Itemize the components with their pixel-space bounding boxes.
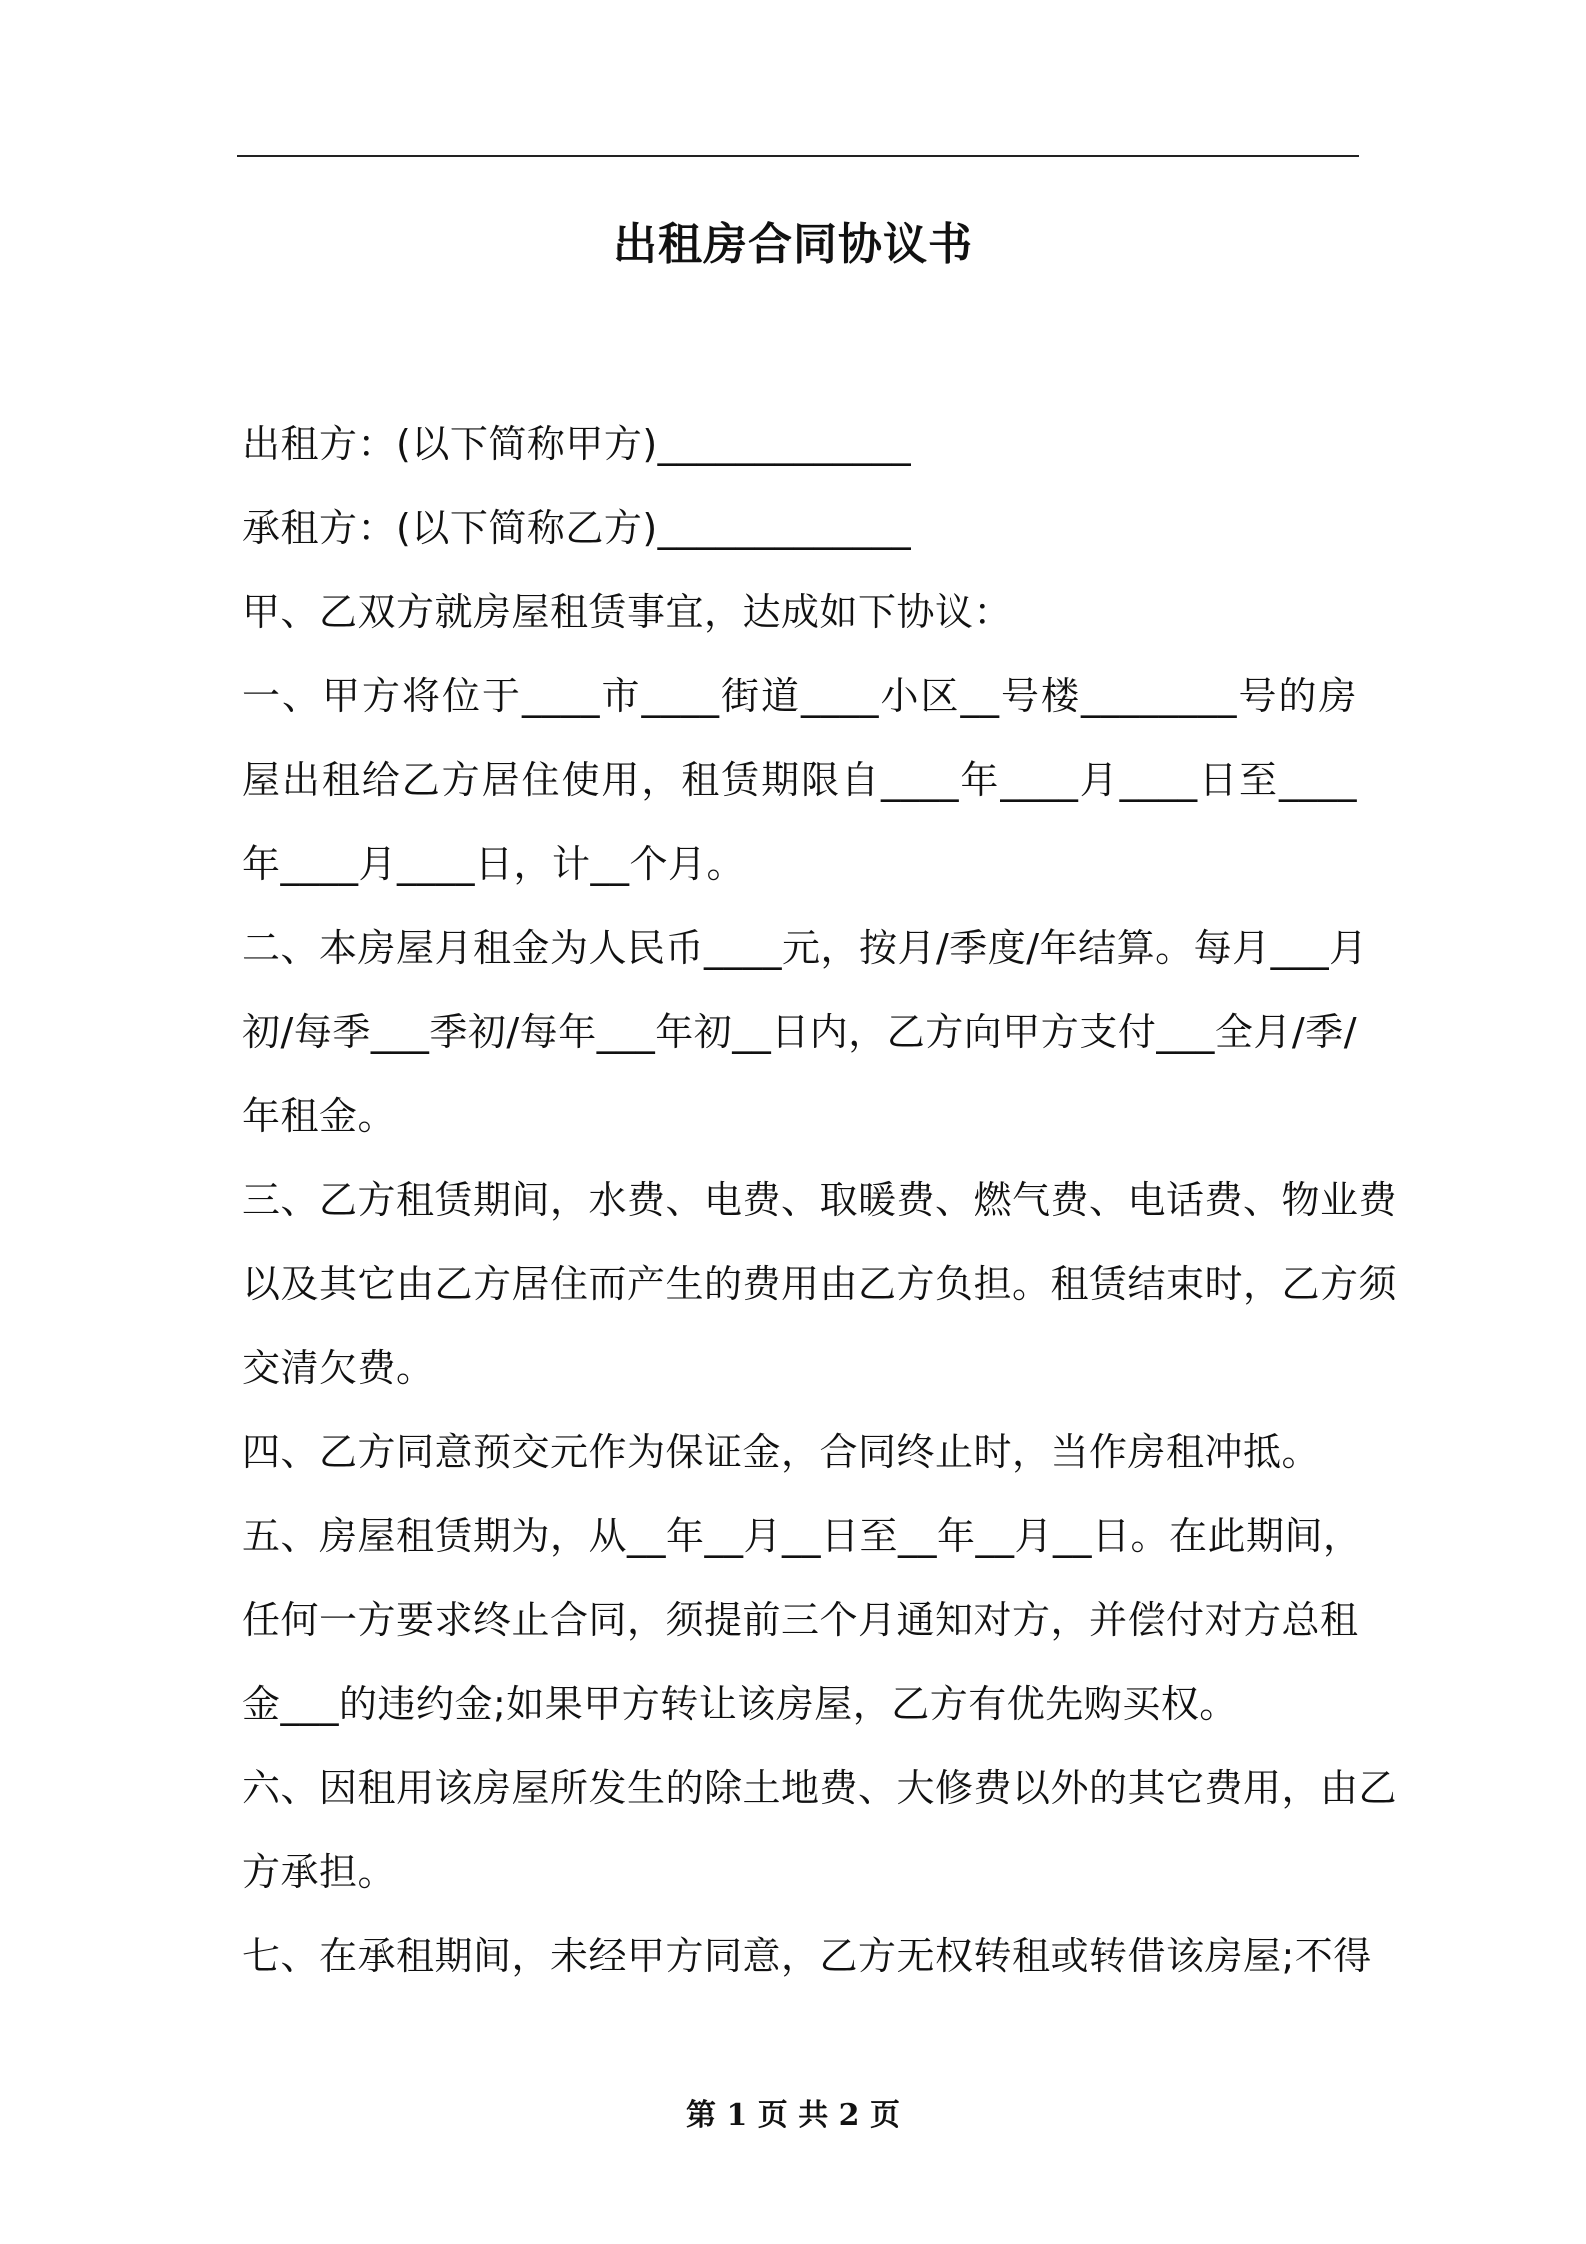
clause-1-line-3: 年____月____日，计__个月。 [242, 842, 746, 886]
clause-5-line-3: 金___的违约金;如果甲方转让该房屋，乙方有优先购买权。 [242, 1682, 1238, 1726]
clause-3-line-1: 三、乙方租赁期间，水费、电费、取暖费、燃气费、电话费、物业费 [242, 1178, 1398, 1222]
lessor-line: 出租方：(以下简称甲方)_____________ [242, 422, 912, 466]
clause-2-line-3: 年租金。 [242, 1094, 397, 1138]
header-rule [237, 155, 1359, 157]
clause-5-line-1: 五、房屋租赁期为，从__年__月__日至__年__月__日。在此期间， [242, 1514, 1362, 1558]
clause-6-line-2: 方承担。 [242, 1850, 397, 1894]
document-title: 出租房合同协议书 [613, 219, 973, 270]
clause-2-line-2: 初/每季___季初/每年___年初__日内，乙方向甲方支付___全月/季/ [242, 1010, 1357, 1054]
clause-5-line-2: 任何一方要求终止合同，须提前三个月通知对方，并偿付对方总租 [242, 1598, 1359, 1642]
clause-1-line-2: 屋出租给乙方居住使用，租赁期限自____年____月____日至____ [242, 758, 1357, 802]
clause-7-line-1: 七、在承租期间，未经甲方同意，乙方无权转租或转借该房屋;不得 [242, 1934, 1372, 1978]
lessee-line: 承租方：(以下简称乙方)_____________ [242, 506, 912, 550]
page-footer: 第 1 页 共 2 页 [686, 2098, 900, 2133]
clause-1-line-1: 一、甲方将位于____市____街道____小区__号楼________号的房 [242, 674, 1357, 718]
clause-6-line-1: 六、因租用该房屋所发生的除土地费、大修费以外的其它费用，由乙 [242, 1766, 1398, 1810]
clause-2-line-1: 二、本房屋月租金为人民币____元，按月/季度/年结算。每月___月 [242, 926, 1368, 970]
clause-4-line-1: 四、乙方同意预交元作为保证金，合同终止时，当作房租冲抵。 [242, 1430, 1321, 1474]
document-body [242, 402, 1398, 1998]
clause-3-line-2: 以及其它由乙方居住而产生的费用由乙方负担。租赁结束时，乙方须 [242, 1262, 1398, 1306]
agreement-intro: 甲、乙双方就房屋租赁事宜，达成如下协议： [242, 590, 1013, 634]
clause-3-line-3: 交清欠费。 [242, 1346, 435, 1390]
